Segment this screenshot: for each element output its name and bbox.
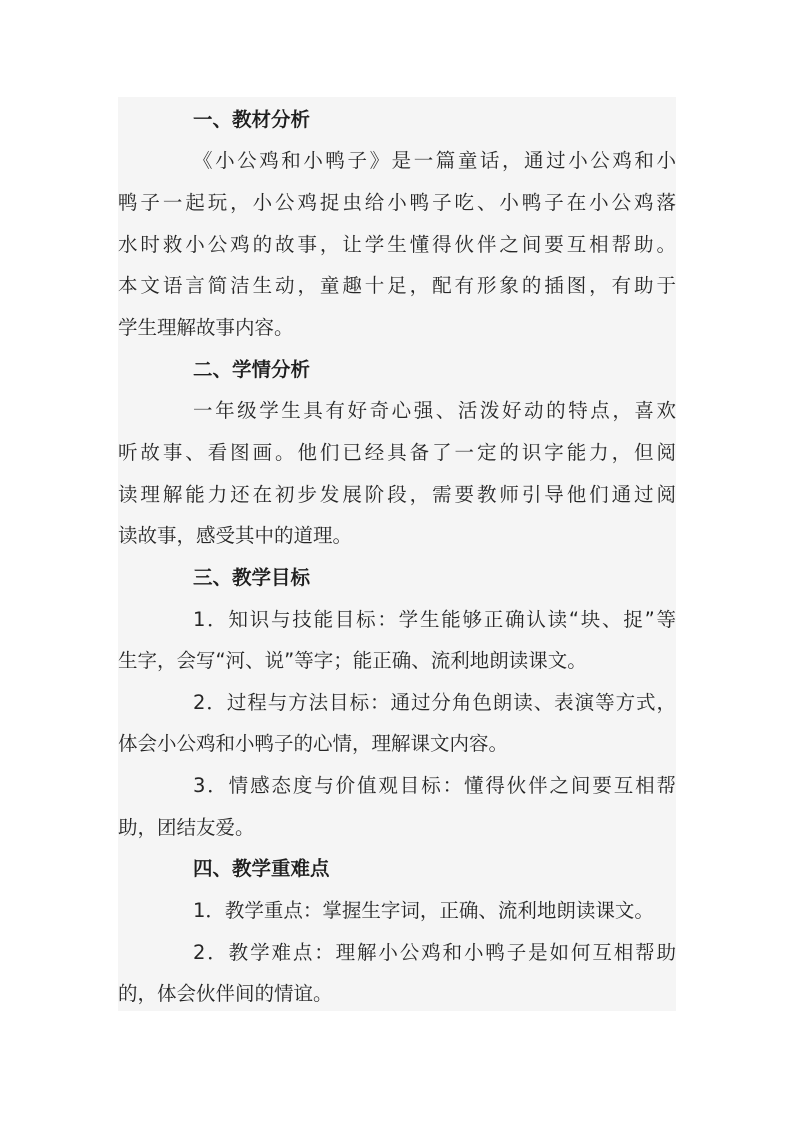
paragraph-line: 鸭子一起玩，小公鸡捉虫给小鸭子吃、小鸭子在小公鸡落 bbox=[118, 191, 676, 214]
paragraph-line: 学生理解故事内容。 bbox=[118, 316, 294, 339]
paragraph-line: 读故事，感受其中的道理。 bbox=[118, 524, 353, 547]
paragraph-line: 一年级学生具有好奇心强、活泼好动的特点，喜欢 bbox=[193, 399, 676, 422]
paragraph-line: 《小公鸡和小鸭子》是一篇童话，通过小公鸡和小 bbox=[193, 149, 676, 172]
paragraph-line: 体会小公鸡和小鸭子的心情，理解课文内容。 bbox=[118, 732, 509, 755]
paragraph-line: 水时救小公鸡的故事，让学生懂得伙伴之间要互相帮助。 bbox=[118, 233, 676, 256]
paragraph-line: 2．教学难点：理解小公鸡和小鸭子是如何互相帮助 bbox=[193, 941, 676, 964]
section-heading-2: 二、学情分析 bbox=[193, 358, 311, 381]
paragraph-line: 听故事、看图画。他们已经具备了一定的识字能力，但阅 bbox=[118, 441, 676, 464]
paragraph-line: 助，团结友爱。 bbox=[118, 816, 255, 839]
section-heading-4: 四、教学重难点 bbox=[193, 857, 330, 880]
paragraph-line: 1．教学重点：掌握生字词，正确、流利地朗读课文。 bbox=[193, 899, 654, 922]
paragraph-line: 读理解能力还在初步发展阶段，需要教师引导他们通过阅 bbox=[118, 483, 676, 506]
section-heading-1: 一、教材分析 bbox=[193, 108, 311, 131]
paragraph-line: 生字，会写“河、说”等字；能正确、流利地朗读课文。 bbox=[118, 649, 587, 672]
paragraph-line: 的，体会伙伴间的情谊。 bbox=[118, 982, 333, 1005]
paragraph-line: 本文语言简洁生动，童趣十足，配有形象的插图，有助于 bbox=[118, 274, 676, 297]
section-heading-3: 三、教学目标 bbox=[193, 566, 311, 589]
paragraph-line: 2．过程与方法目标：通过分角色朗读、表演等方式， bbox=[193, 691, 676, 714]
paragraph-line: 1．知识与技能目标：学生能够正确认读“块、捉”等 bbox=[193, 608, 676, 631]
paragraph-line: 3．情感态度与价值观目标：懂得伙伴之间要互相帮 bbox=[193, 774, 676, 797]
